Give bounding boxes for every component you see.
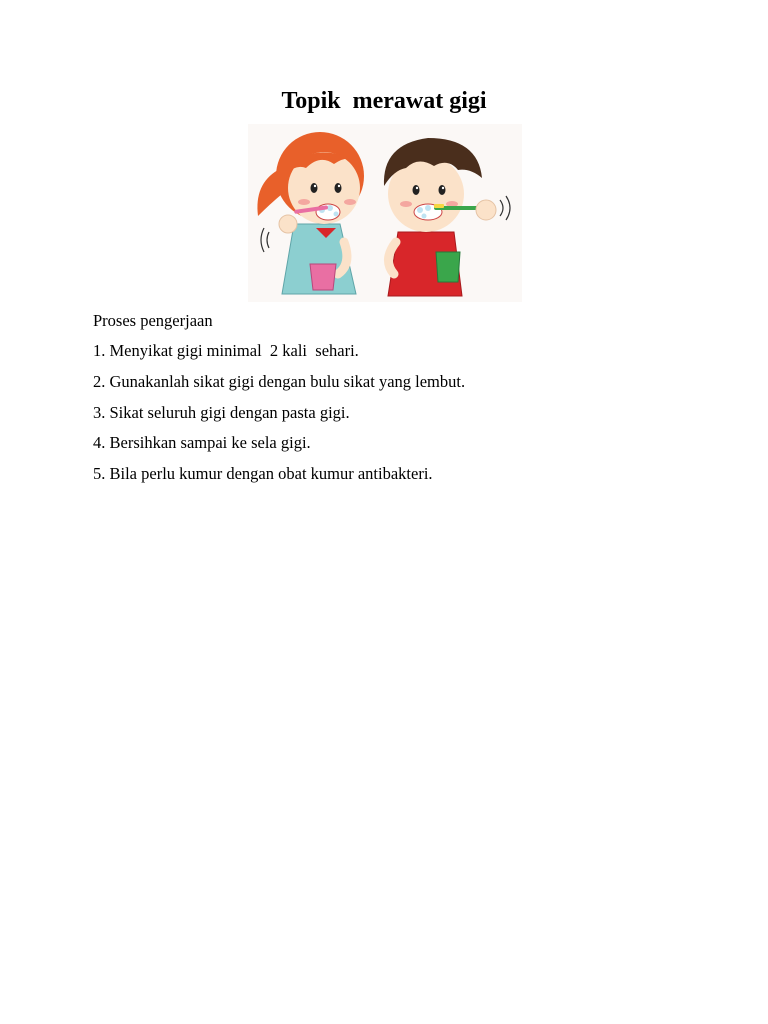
kids-brushing-teeth-illustration <box>248 124 522 302</box>
step-item: 4. Bersihkan sampai ke sela gigi. <box>93 433 311 453</box>
step-item: 2. Gunakanlah sikat gigi dengan bulu sikat yang lembut. <box>93 371 466 391</box>
page-title: Topik merawat gigi <box>281 88 487 114</box>
step-item: 5. Bila perlu kumur dengan obat kumur antibakteri. <box>93 464 433 484</box>
step-item: 3. Sikat seluruh gigi dengan pasta gigi. <box>93 402 350 422</box>
step-item: 1. Menyikat gigi minimal 2 kali sehari. <box>93 341 359 360</box>
intro-text: Proses pengerjaan <box>93 311 213 330</box>
steps-list <box>93 340 465 494</box>
